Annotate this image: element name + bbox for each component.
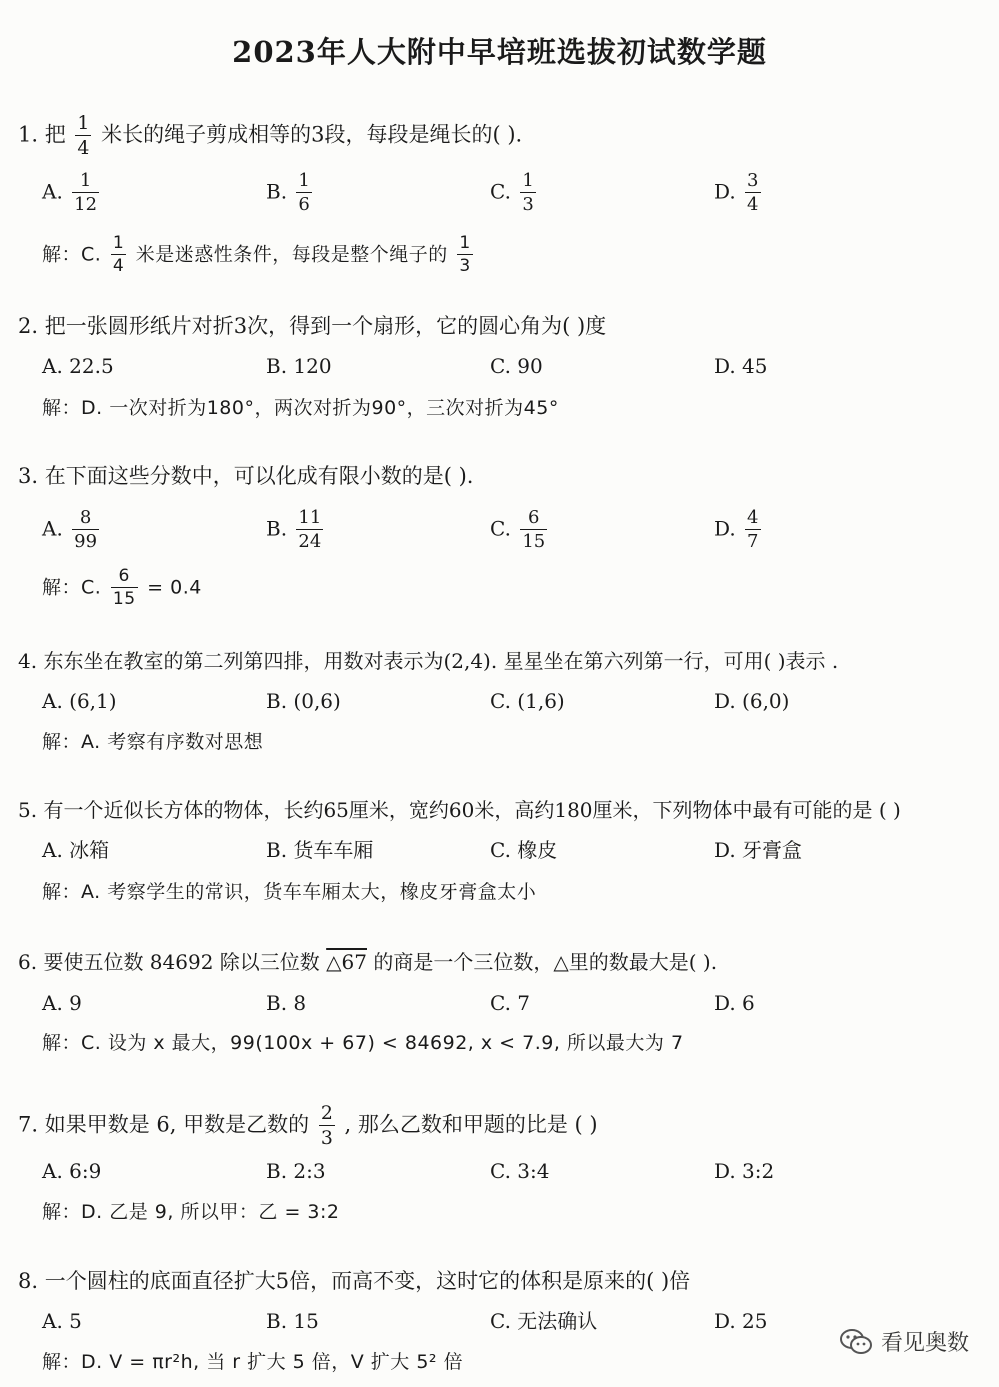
option-a: A. 6:9	[42, 1159, 102, 1183]
option-d: D. 45	[714, 354, 768, 378]
option-d: D. 25	[714, 1309, 768, 1333]
wechat-icon	[839, 1327, 873, 1357]
option-d: D. 3:2	[714, 1159, 775, 1183]
page-title: 2023年人大附中早培班选拔初试数学题	[232, 35, 767, 69]
solution-2: 解：D. 一次对折为180°，两次对折为90°，三次对折为45°	[42, 397, 559, 419]
option-b: B. $\frac{1}{6}$	[266, 170, 310, 215]
fraction: $\frac{1}{4}$	[77, 112, 90, 159]
option-b: B. 货车车厢	[266, 838, 374, 862]
solution-4: 解：A. 考察有序数对思想	[42, 731, 264, 753]
option-c: C. (1,6)	[490, 689, 565, 713]
option-c: C. $\frac{1}{3}$	[490, 170, 534, 215]
question-8: 8. 一个圆柱的底面直径扩大5倍，而高不变，这时它的体积是原来的( )倍	[18, 1269, 691, 1293]
option-d: D. 6	[714, 991, 755, 1015]
option-c: C. 无法确认	[490, 1309, 598, 1333]
option-a: A. $\frac{8}{99}$	[42, 507, 98, 552]
option-b: B. $\frac{11}{24}$	[266, 507, 322, 552]
option-b: B. 2:3	[266, 1159, 326, 1183]
question-3: 3. 在下面这些分数中，可以化成有限小数的是( ).	[18, 464, 474, 488]
option-c: C. 3:4	[490, 1159, 550, 1183]
question-1: 1. 把 $\frac{1}{4}$ 米长的绳子剪成相等的3段，每段是绳长的( ).	[18, 112, 523, 159]
solution-8: 解：D. V = πr²h, 当 r 扩大 5 倍，V 扩大 5² 倍	[42, 1351, 464, 1373]
option-d: D. $\frac{4}{7}$	[714, 507, 759, 552]
option-a: A. (6,1)	[42, 689, 117, 713]
question-2: 2. 把一张圆形纸片对折3次，得到一个扇形，它的圆心角为( )度	[18, 314, 607, 338]
question-4: 4. 东东坐在教室的第二列第四排，用数对表示为(2,4). 星星坐在第六列第一行，可用( )表示 .	[18, 649, 839, 673]
solution-3: 解：C. $\frac{6}{15}$ = 0.4	[42, 566, 202, 610]
option-b: B. 120	[266, 354, 332, 378]
option-c: C. 90	[490, 354, 543, 378]
option-b: B. 15	[266, 1309, 319, 1333]
option-b: B. 8	[266, 991, 307, 1015]
option-b: B. (0,6)	[266, 689, 341, 713]
option-a: A. $\frac{1}{12}$	[42, 170, 98, 215]
solution-6: 解：C. 设为 x 最大，99(100x + 67) < 84692, x < 7.9, 所以最大为 7	[42, 1032, 684, 1054]
option-d: D. $\frac{3}{4}$	[714, 170, 759, 215]
option-c: C. $\frac{6}{15}$	[490, 507, 546, 552]
question-7: 7. 如果甲数是 6, 甲数是乙数的 $\frac{2}{3}$ , 那么乙数和甲题的比是 ( )	[18, 1102, 598, 1149]
solution-5: 解：A. 考察学生的常识，货车车厢太大，橡皮牙膏盒太小	[42, 881, 537, 903]
solution-1: 解：C. $\frac{1}{4}$ 米是迷惑性条件，每段是整个绳子的 $\frac{1}{3}$	[42, 233, 471, 277]
question-5: 5. 有一个近似长方体的物体，长约65厘米，宽约60米，高约180厘米，下列物体中最有可能的是 ( )	[18, 798, 901, 822]
question-6: 6. 要使五位数 84692 除以三位数 △67 的商是一个三位数，△里的数最大是( ).	[18, 950, 718, 974]
option-a: A. 9	[42, 991, 82, 1015]
option-c: C. 橡皮	[490, 838, 558, 862]
option-a: A. 22.5	[42, 354, 114, 378]
option-d: D. (6,0)	[714, 689, 790, 713]
option-a: A. 5	[42, 1309, 82, 1333]
solution-7: 解：D. 乙是 9, 所以甲：乙 = 3:2	[42, 1201, 340, 1223]
option-d: D. 牙膏盒	[714, 838, 803, 862]
watermark: 看见奥数	[839, 1326, 969, 1357]
option-c: C. 7	[490, 991, 531, 1015]
option-a: A. 冰箱	[42, 838, 110, 862]
